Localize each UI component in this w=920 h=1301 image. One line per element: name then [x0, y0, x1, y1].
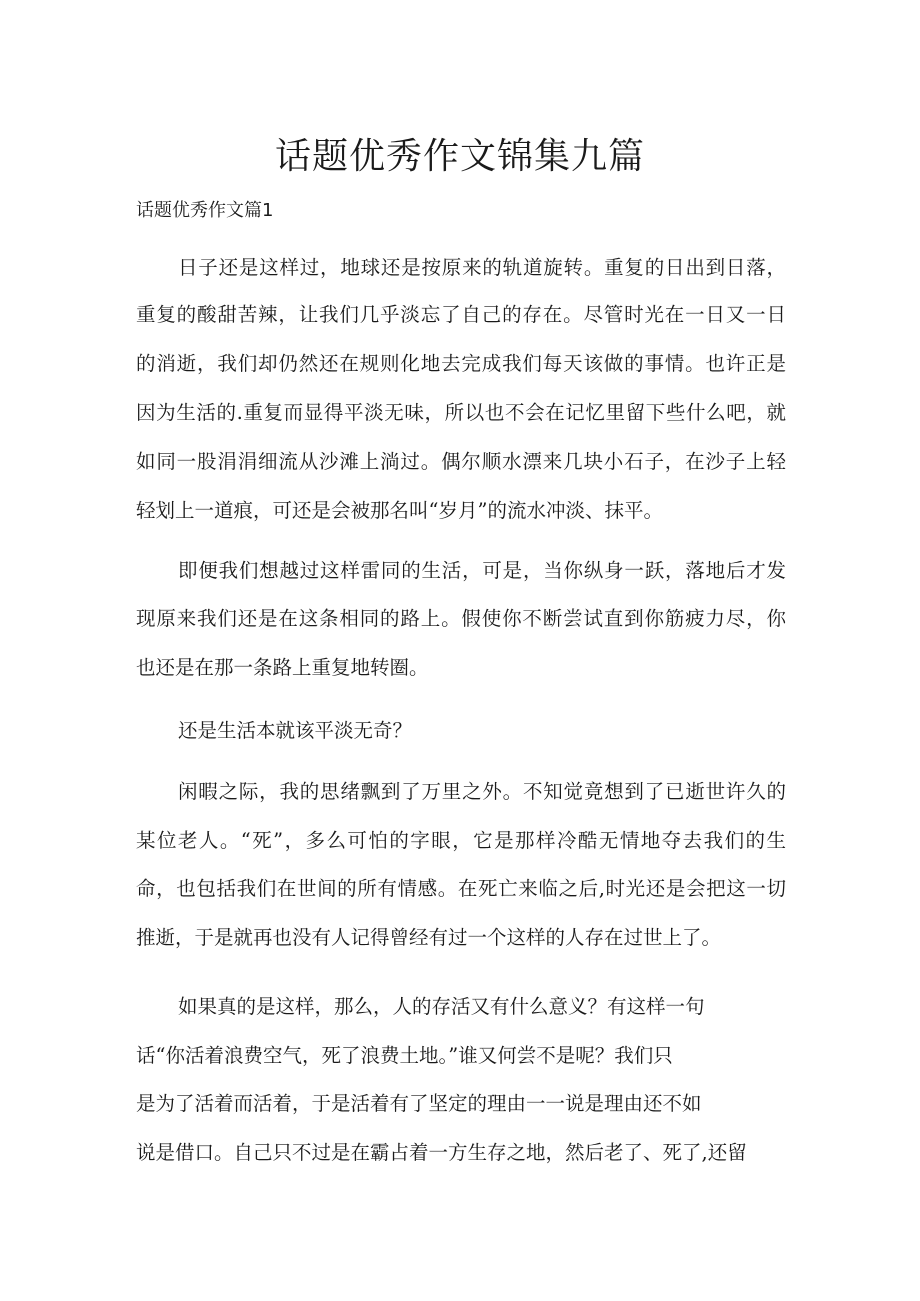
text-line: 重复的酸甜苦辣，让我们几乎淡忘了自己的存在。尽管时光在一日又一日 — [136, 303, 786, 326]
text-line: 日子还是这样过，地球还是按原来的轨道旋转。重复的日出到日落， — [178, 256, 786, 279]
text-line: 推逝，于是就再也没有人记得曾经有过一个这样的人存在过世上了。 — [136, 926, 722, 949]
text-line: 轻划上一道痕，可还是会被那名叫“岁月”的流水冲淡、抹平。 — [136, 499, 663, 522]
text-line: 因为生活的.重复而显得平淡无味，所以也不会在记忆里留下些什么吧，就 — [136, 401, 786, 424]
text-line: 现原来我们还是在这条相同的路上。假使你不断尝试直到你筋疲力尽，你 — [136, 607, 786, 630]
text-line: 即便我们想越过这样雷同的生活，可是，当你纵身一跃，落地后才发 — [178, 559, 786, 582]
text-line: 说是借口。自己只不过是在霸占着一方生存之地，然后老了、死了,还留 — [136, 1141, 747, 1164]
text-line: 也还是在那一条路上重复地转圈。 — [136, 656, 429, 679]
text-line: 是为了活着而活着，于是活着有了坚定的理由一一说是理由还不如 — [136, 1092, 702, 1115]
text-line: 命，也包括我们在世间的所有情感。在死亡来临之后,时光还是会把这一切 — [136, 877, 786, 900]
section-heading: 话题优秀作文篇1 — [136, 200, 274, 221]
text-line: 如果真的是这样，那么，人的存活又有什么意义？有这样一句 — [178, 995, 705, 1018]
text-line: 还是生活本就该平淡无奇？ — [178, 719, 413, 742]
text-line: 的消逝，我们却仍然还在规则化地去完成我们每天该做的事情。也许正是 — [136, 352, 786, 375]
text-line: 闲暇之际，我的思绪飘到了万里之外。不知觉竟想到了已逝世许久的 — [178, 780, 786, 803]
document-title: 话题优秀作文锦集九篇 — [274, 136, 645, 177]
text-line: 如同一股涓涓细流从沙滩上淌过。偶尔顺水漂来几块小石子，在沙子上轻 — [136, 450, 786, 473]
text-line: 话“你活着浪费空气，死了浪费土地。”谁又何尝不是呢？我们只 — [136, 1044, 673, 1067]
text-line: 某位老人。“死”，多么可怕的字眼，它是那样冷酷无情地夺去我们的生 — [136, 829, 786, 852]
